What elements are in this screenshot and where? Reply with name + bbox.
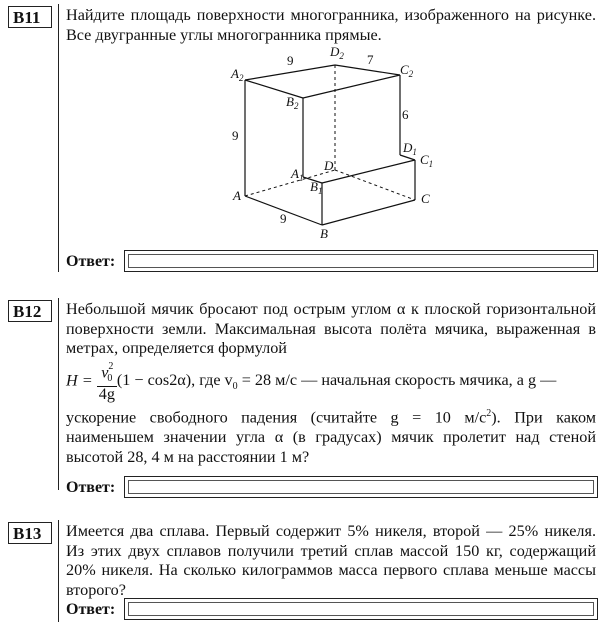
answer-input-b13[interactable] — [124, 598, 598, 620]
task-number-badge: B11 — [8, 6, 52, 28]
answer-label: Ответ: — [66, 253, 116, 270]
label-c2: $C_2$ — [400, 62, 414, 79]
dim-left: 9 — [232, 128, 239, 143]
formula-fraction — [97, 361, 117, 403]
formula-rest: (1 − cos2α), где $v_0 = 28$ м/с — начальная скорость мячика, а g — — [116, 371, 557, 393]
polyhedron-figure — [0, 0, 606, 250]
label-b1: $B_1$ — [310, 179, 323, 196]
task-b12 — [0, 296, 606, 506]
label-c1: $C_1$ — [420, 152, 434, 169]
label-c: C — [421, 191, 430, 206]
task-text-continued: ускорение свободного падения (считайте g = 10 $м/c^2$). При каком наименьшем значении угла α (в градусах) мячик пролетит над стеной высотой 28, 4 м на расстоянии 1 м? — [66, 408, 596, 466]
answer-label: Ответ: — [66, 479, 116, 496]
formula-lhs: H = — [66, 371, 93, 390]
answer-input-b11[interactable] — [124, 250, 598, 272]
label-d1: $D_1$ — [403, 140, 417, 157]
label-d: D — [324, 158, 334, 173]
task-number-badge: B13 — [8, 522, 52, 544]
formula-denominator: 4g — [98, 385, 115, 404]
dim-bottom: 9 — [280, 211, 287, 226]
dim-right: 6 — [402, 107, 409, 122]
label-a1: $A_1$ — [291, 166, 304, 183]
task-divider — [58, 298, 59, 490]
dim-top-right: 7 — [367, 52, 374, 67]
label-a2: $A_2$ — [231, 66, 244, 83]
task-divider — [58, 520, 59, 622]
task-text-intro: Небольшой мячик бросают под острым углом α к плоской горизонтальной поверхности земли. Максимальная высота полёта мячика, выраженная в метрах, определяется формулой — [66, 300, 596, 357]
task-number-badge: B12 — [8, 300, 52, 322]
label-b2: $B_2$ — [286, 94, 299, 111]
label-d2: $D_2$ — [330, 44, 344, 61]
formula-line — [66, 361, 596, 403]
task-text: Найдите площадь поверхности многогранника, изображенного на рисунке. Все двугранные углы многогранника прямые. — [66, 6, 596, 44]
label-a: A — [233, 188, 241, 203]
task-text: Имеется два сплава. Первый содержит 5% никеля, второй — 25% никеля. Из этих двух сплавов получили третий сплав массой 150 кг, содержащий 20% никеля. На сколько килограммов масса первого сплава меньше массы второго? — [66, 522, 596, 599]
task-text — [66, 300, 596, 467]
task-b13 — [0, 518, 606, 627]
answer-label: Ответ: — [66, 601, 116, 618]
task-b11 — [0, 0, 606, 290]
answer-input-b12[interactable] — [124, 476, 598, 498]
formula-numerator: $v^2_0$ — [97, 361, 117, 388]
dim-top-left: 9 — [287, 53, 294, 68]
label-b: B — [320, 226, 328, 241]
